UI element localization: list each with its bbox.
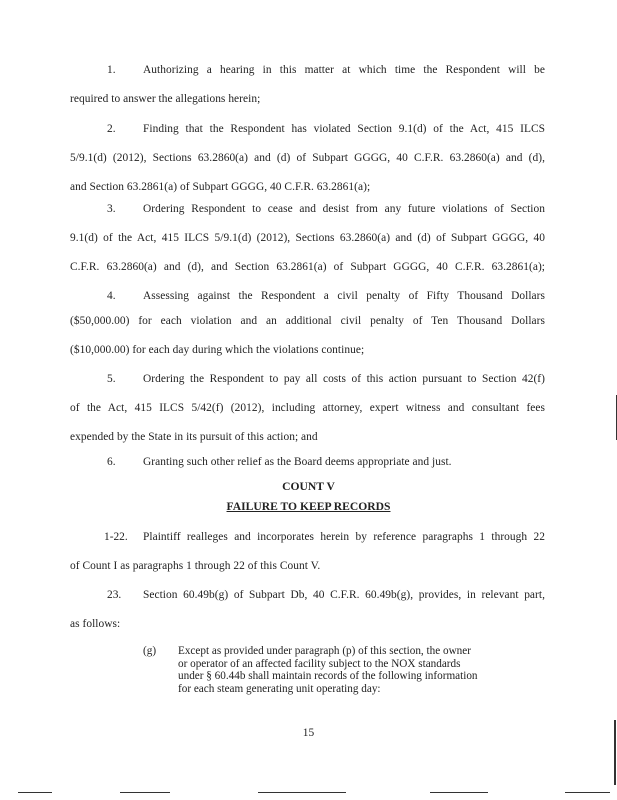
- item-number: 6.: [107, 456, 116, 468]
- item-text-line: expended by the State in its pursuit of this action; and: [70, 431, 318, 443]
- quote-line: Except as provided under paragraph (p) of this section, the owner: [178, 645, 471, 657]
- scan-edge-dash: [120, 792, 170, 793]
- item-text-line: ($50,000.00) for each violation and an additional civil penalty of Ten Thousand Dollars: [70, 315, 545, 327]
- paragraph-text-line: Plaintiff realleges and incorporates herein by reference paragraphs 1 through 22: [143, 531, 545, 543]
- item-number: 5.: [107, 373, 116, 385]
- item-text-line: ($10,000.00) for each day during which the violations continue;: [70, 344, 365, 356]
- paragraph-text-line: of Count I as paragraphs 1 through 22 of this Count V.: [70, 560, 321, 572]
- quote-label: (g): [143, 645, 157, 657]
- paragraph-number: 1-22.: [104, 531, 128, 543]
- item-number: 2.: [107, 123, 116, 135]
- page-number: 15: [302, 727, 315, 739]
- quote-line: under § 60.44b shall maintain records of the following information: [178, 670, 478, 683]
- item-text-line: required to answer the allegations herein;: [70, 93, 261, 105]
- count-title: [0, 500, 617, 514]
- item-text-line: Assessing against the Respondent a civil penalty of Fifty Thousand Dollars: [143, 290, 545, 302]
- item-text-line: Ordering Respondent to cease and desist from any future violations of Section: [143, 203, 545, 215]
- item-text-line: of the Act, 415 ILCS 5/42(f) (2012), including attorney, expert witness and consultant fees: [70, 402, 545, 414]
- item-number: 4.: [107, 290, 116, 302]
- paragraph-number: 23.: [107, 589, 122, 601]
- scan-edge-dash: [430, 792, 488, 793]
- quote-line: for each steam generating unit operating day:: [178, 682, 381, 695]
- item-number: 3.: [107, 203, 116, 215]
- item-text-line: 9.1(d) of the Act, 415 ILCS 5/9.1(d) (2012), Sections 63.2860(a) and (d) of Subpart GGGG, 40: [70, 232, 545, 244]
- scan-edge-dash: [565, 792, 610, 793]
- item-text-line: Finding that the Respondent has violated Section 9.1(d) of the Act, 415 ILCS: [143, 123, 545, 135]
- item-number: 1.: [107, 64, 116, 76]
- count-heading: COUNT V: [282, 480, 335, 493]
- item-text-line: and Section 63.2861(a) of Subpart GGGG, 40 C.F.R. 63.2861(a);: [70, 181, 371, 193]
- paragraph-text-line: as follows:: [70, 618, 121, 630]
- item-text-line: 5/9.1(d) (2012), Sections 63.2860(a) and (d) of Subpart GGGG, 40 C.F.R. 63.2860(a) and (d),: [70, 152, 545, 164]
- item-text-line: Granting such other relief as the Board deems appropriate and just.: [143, 456, 452, 468]
- item-text-line: C.F.R. 63.2860(a) and (d), and Section 63.2861(a) of Subpart GGGG, 40 C.F.R. 63.2861(a);: [70, 261, 545, 273]
- quote-line: or operator of an affected facility subject to the NOX standards: [178, 657, 461, 670]
- scan-edge-dash: [258, 792, 346, 793]
- count-title-text: FAILURE TO KEEP RECORDS: [226, 500, 391, 513]
- item-text-line: Ordering the Respondent to pay all costs of this action pursuant to Section 42(f): [143, 373, 545, 385]
- scan-edge-dash: [18, 792, 52, 793]
- paragraph-text-line: Section 60.49b(g) of Subpart Db, 40 C.F.R. 60.49b(g), provides, in relevant part,: [143, 589, 545, 601]
- scan-margin-mark: [614, 720, 616, 785]
- item-text-line: Authorizing a hearing in this matter at which time the Respondent will be: [143, 64, 545, 76]
